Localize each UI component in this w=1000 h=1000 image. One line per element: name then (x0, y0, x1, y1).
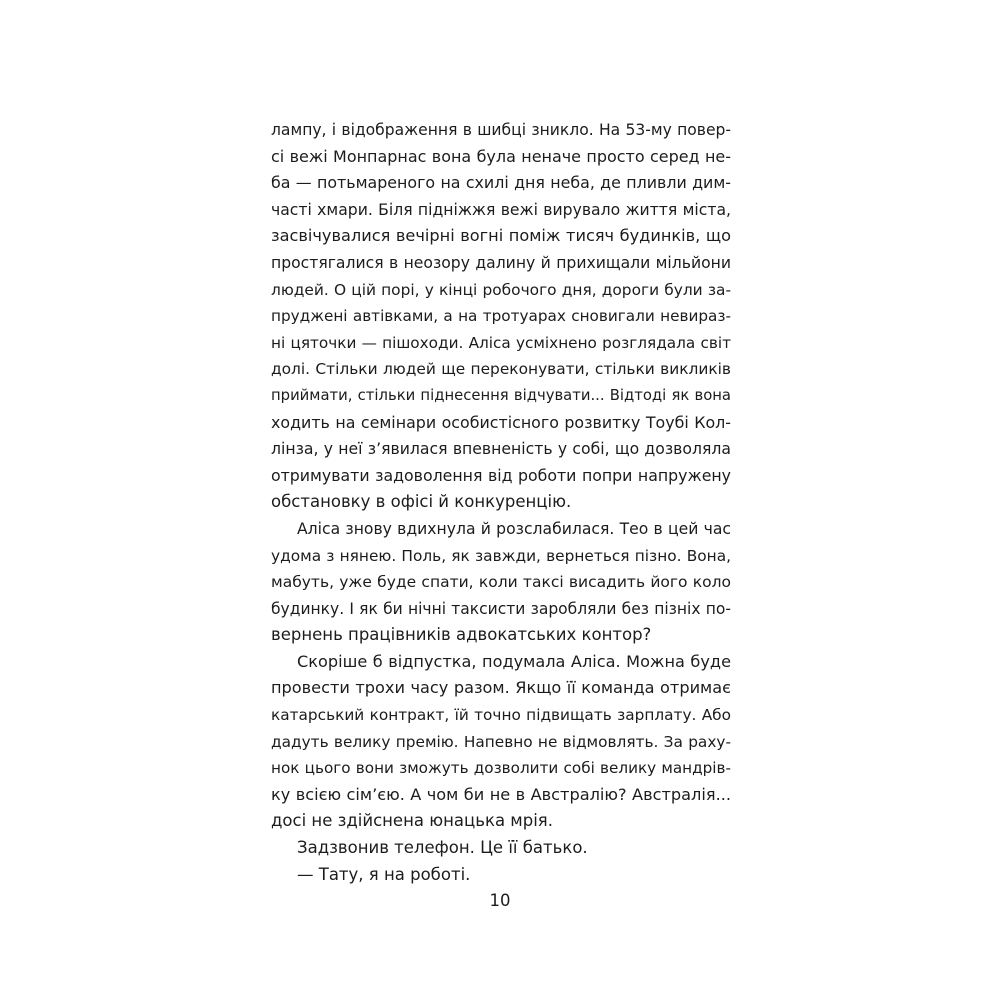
paragraph (271, 862, 731, 889)
text-line: катарський контракт, їй точно підвищать зарплату. Або (271, 706, 731, 725)
text-line: досі не здійснена юнацька мрія. (271, 811, 553, 831)
text-line: пруджені автівками, а на тротуарах сновигали невираз- (271, 307, 731, 326)
paragraph (271, 516, 731, 649)
body-text (271, 117, 731, 888)
text-line: сі вежі Монпарнас вона була неначе просто серед не- (271, 146, 731, 166)
text-line: ні цяточки — пішоходи. Аліса усміхнено розглядала світ (271, 333, 731, 352)
text-line: Задзвонив телефон. Це її батько. (297, 838, 588, 858)
text-line: обстановку в офісі й конкуренцію. (271, 492, 572, 512)
text-line: долі. Стільки людей ще переконувати, стільки викликів (271, 360, 731, 379)
text-line: отримувати задоволення від роботи попри напружену (271, 465, 731, 485)
text-line: приймати, стільки піднесення відчувати... Відтоді як вона (271, 386, 731, 404)
text-line: нок цього вони зможуть дозволити собі велику мандрів- (271, 759, 731, 778)
text-line: Скоріше б відпустка, подумала Аліса. Можна буде (297, 651, 731, 671)
text-line: Аліса знову вдихнула й розслабилася. Тео в цей час (297, 519, 731, 538)
paragraph (271, 649, 731, 835)
text-line: лампу, і відображення в шибці зникло. На 53-му повер- (271, 121, 731, 139)
text-line: мабуть, уже буде спати, коли таксі висадить його коло (271, 573, 731, 592)
text-line: провести трохи часу разом. Якщо її команда отримає (271, 678, 731, 698)
text-line: лінза, у неї з’явилася впевненість у собі, що дозволяла (271, 439, 731, 459)
text-line: удома з нянею. Поль, як завжди, вернеться пізно. Вона, (271, 546, 731, 565)
text-line: ку всією сім’єю. А чом би не в Австралію? Австралія... (271, 784, 731, 804)
text-line: людей. О цій порі, у кінці робочого дня, дороги були за- (271, 280, 731, 299)
text-line: ба — потьмареного на схилі дня неба, де пливли дим- (271, 173, 731, 193)
page-number: 10 (489, 891, 511, 910)
text-line: — Тату, я на роботі. (297, 864, 471, 884)
text-line: ходить на семінари особистісного розвитку Тоубі Кол- (271, 412, 731, 432)
text-line: засвічувалися вечірні вогні поміж тисяч будинків, що (271, 226, 731, 246)
paragraph (271, 835, 731, 862)
text-line: дадуть велику премію. Напевно не відмовлять. За раху- (271, 732, 731, 751)
text-line: часті хмари. Біля підніжжя вежі вирувало життя міста, (271, 199, 731, 219)
text-line: простягалися в неозору далину й прихищали мільйони (271, 253, 731, 272)
text-line: вернень працівників адвокатських контор? (271, 625, 652, 645)
text-line: будинку. І як би нічні таксисти заробляли без пізніх по- (271, 599, 731, 618)
paragraph (271, 117, 731, 516)
